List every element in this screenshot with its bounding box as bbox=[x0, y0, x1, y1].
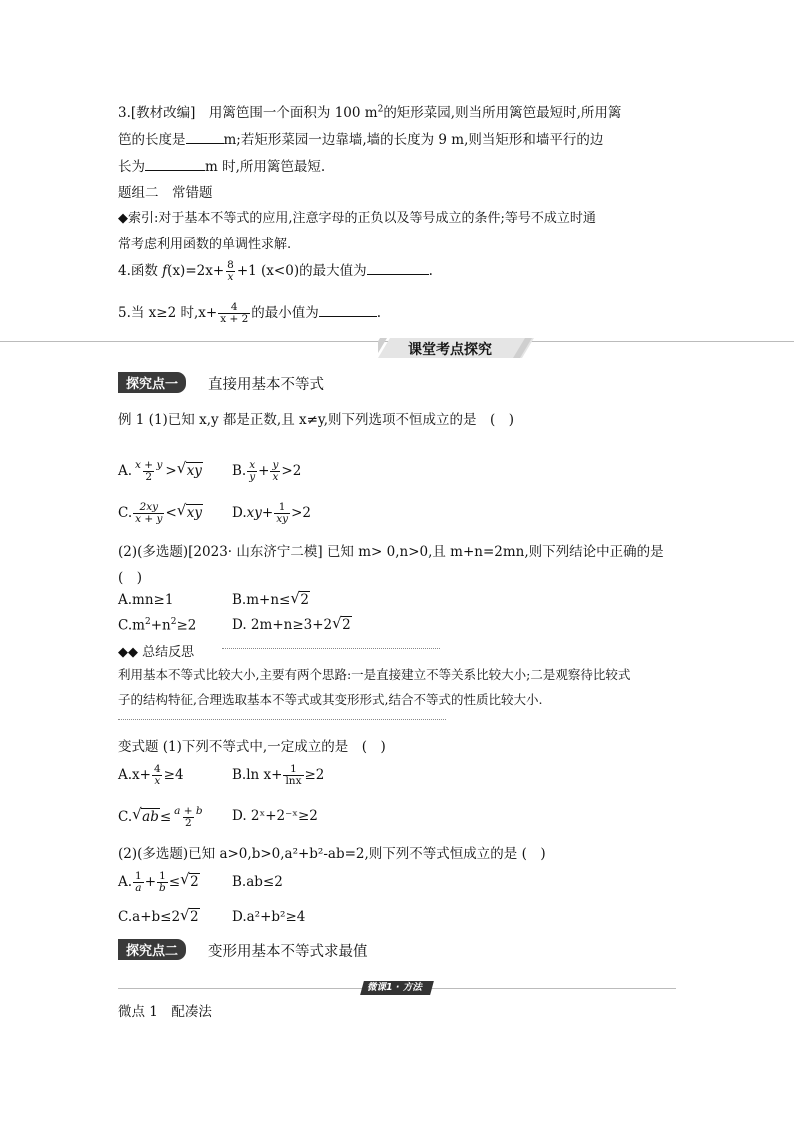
index-note-line2: 常考虑利用函数的单调性求解. bbox=[118, 237, 292, 252]
var1-option-d[interactable]: D. 2ˣ+2⁻ˣ≥2 bbox=[232, 808, 318, 824]
sqrt: √ ab bbox=[132, 805, 159, 825]
answer-blank[interactable] bbox=[145, 158, 205, 171]
sqrt: √ xy bbox=[176, 459, 202, 479]
q4: 4.函数 f(x)=2x+ $\frac{8}{x}$ +1 (x<0)的最大值为 . bbox=[118, 259, 433, 283]
sqrt: √ xy bbox=[176, 501, 203, 521]
ex1-2-option-d[interactable]: D. 2m+n≥3+2 √ 2 bbox=[232, 614, 351, 633]
reflect-bottom-rule bbox=[118, 719, 446, 720]
var1-option-a[interactable]: A.x+ $\frac{4}{x}$ ≥4 bbox=[118, 763, 184, 787]
q3-line3: 长为 m 时,所用篱笆最短. bbox=[118, 159, 326, 175]
q3-line1: 3.[教材改编] 用篱笆围一个面积为 100 $m^2$的矩形菜园,则当所用篱笆最短时,所用篱 bbox=[118, 104, 622, 121]
var1-option-c[interactable]: C. √ ab≤ $\frac{a + b}{2}$ bbox=[118, 802, 206, 832]
ex1-option-d[interactable]: D.xy+ $\frac{1}{xy}$ >2 bbox=[232, 501, 311, 525]
micro-point-title: 微点 1 配凑法 bbox=[118, 1004, 212, 1020]
micro-banner: 微课1 · 方法 bbox=[367, 982, 422, 993]
group2-title: 题组二 常错题 bbox=[118, 185, 213, 201]
fraction: $\frac{8}{x}$ bbox=[227, 259, 234, 283]
ex1-2-option-c[interactable]: $C.m^2+n^2\ge 2$ bbox=[118, 617, 197, 634]
var2-option-c[interactable]: C.a+b≤2 √ 2 bbox=[118, 906, 199, 925]
q5: 5.当 x≥2 时,x+ $\frac{4}{x + 2}$ 的最小值为 . bbox=[118, 301, 382, 325]
answer-blank[interactable] bbox=[319, 304, 377, 317]
ex1-stem2: (2)(多选题)[2023· 山东济宁二模] 已知 m> 0,n>0,且 m+n=2mn,则下列结论中正确的是 bbox=[118, 544, 664, 560]
var2-option-b[interactable]: B.ab≤2 bbox=[232, 874, 283, 890]
reflect-top-rule bbox=[222, 648, 440, 649]
variant-stem: 变式题 (1)下列不等式中,一定成立的是 ( ) bbox=[118, 739, 386, 755]
ex1-option-c[interactable]: C. $\frac{2xy}{x + y}$ < √ xy bbox=[118, 498, 203, 528]
reflect-title: ◆◆ 总结反思 bbox=[118, 645, 195, 660]
answer-blank[interactable] bbox=[186, 131, 224, 144]
ex1-option-a[interactable]: A. $\frac{x + y}{2}$ > √ xy bbox=[118, 456, 203, 486]
index-note-line1: ◆索引:对于基本不等式的应用,注意字母的正负以及等号成立的条件;等号不成立时通 bbox=[118, 211, 596, 226]
section2-title: 变形用基本不等式求最值 bbox=[208, 944, 368, 960]
ex1-option-b[interactable]: B. $\frac{x}{y}$ + $\frac{y}{x}$ >2 bbox=[232, 459, 302, 483]
ex1-2-option-b[interactable]: B.m+n≤ √ 2 bbox=[232, 589, 309, 608]
sqrt: √ 2 bbox=[180, 870, 199, 890]
reflect-line2: 子的结构特征,合理选取基本不等式或其变形形式,结合不等式的性质比较大小. bbox=[118, 692, 543, 707]
section1-title: 直接用基本不等式 bbox=[208, 377, 324, 393]
var2-option-a[interactable]: A. $\frac{1}{a}$ + $\frac{1}{b}$ ≤ √ 2 bbox=[118, 867, 200, 897]
q3-line2: 笆的长度是 m;若矩形菜园一边靠墙,墙的长度为 9 m,则当矩形和墙平行的边 bbox=[118, 132, 604, 148]
sqrt: √ 2 bbox=[290, 589, 309, 608]
var2-option-d[interactable]: D.a²+b²≥4 bbox=[232, 909, 306, 925]
section1-tag: 探究点一 bbox=[118, 372, 186, 393]
sqrt: √ 2 bbox=[180, 906, 199, 925]
ex1-2-option-a[interactable]: A.mn≥1 bbox=[118, 592, 174, 608]
sqrt: √ 2 bbox=[332, 614, 351, 633]
answer-blank[interactable] bbox=[367, 262, 429, 275]
section2-tag: 探究点二 bbox=[118, 939, 186, 960]
fraction: $\frac{4}{x + 2}$ bbox=[220, 301, 249, 325]
reflect-line1: 利用基本不等式比较大小,主要有两个思路:一是直接建立不等关系比较大小;二是观察待比较式 bbox=[118, 667, 631, 682]
var1-option-b[interactable]: B.ln x+ $\frac{1}{\ln x}$ ≥2 bbox=[232, 763, 325, 787]
ex1-stem2-bracket: ( ) bbox=[118, 570, 143, 586]
variant-stem2: (2)(多选题)已知 a>0,b>0,a²+b²-ab=2,则下列不等式恒成立的是 ( ) bbox=[118, 846, 546, 862]
example1-stem: 例 1 (1)已知 x,y 都是正数,且 x≠y,则下列选项不恒成立的是 ( ) bbox=[118, 412, 515, 428]
banner-title: 课堂考点探究 bbox=[408, 342, 492, 358]
